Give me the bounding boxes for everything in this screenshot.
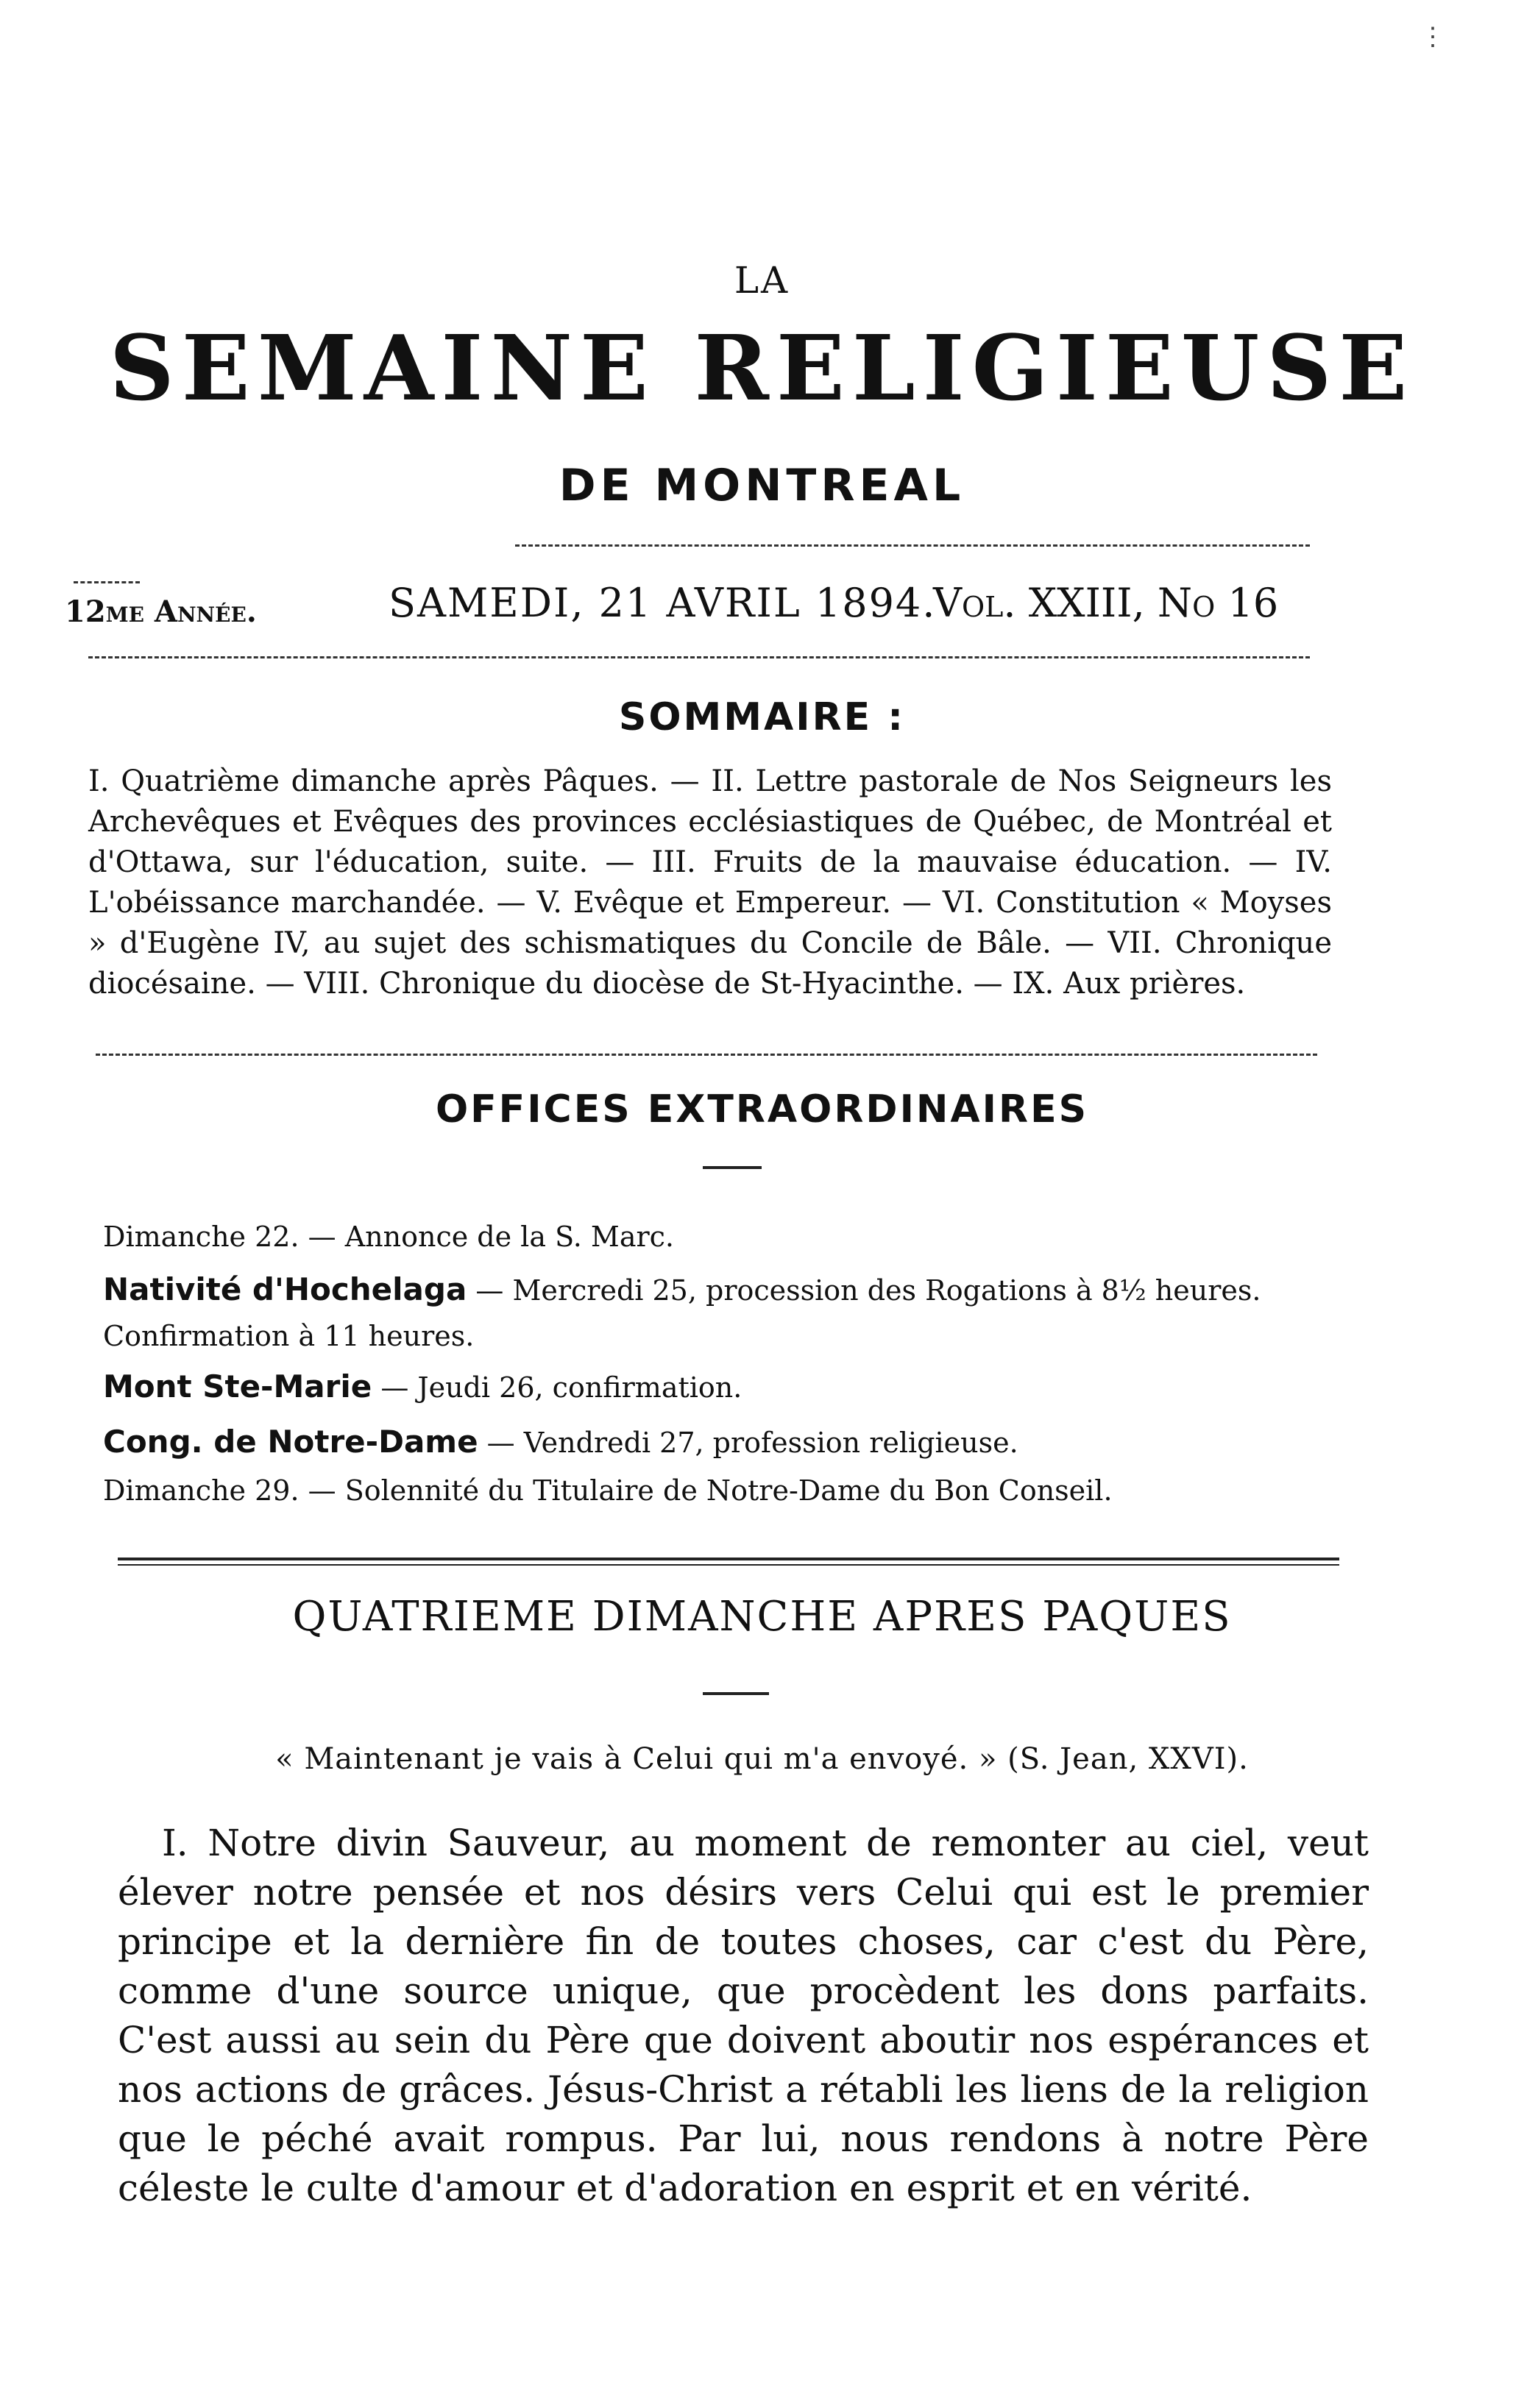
office-place: Nativité d'Hochelaga [103, 1271, 467, 1307]
office-text: Dimanche 22. — Annonce de la S. Marc. [103, 1221, 674, 1253]
masthead-title: SEMAINE RELIGIEUSE [109, 315, 1415, 421]
masthead-top-rule [515, 544, 1310, 547]
section-double-rule-top [118, 1558, 1339, 1560]
office-place: Cong. de Notre-Dame [103, 1424, 478, 1460]
office-place: Mont Ste-Marie [103, 1368, 372, 1404]
article-paragraph: I. Notre divin Sauveur, au moment de remonter au ciel, veut élever notre pensée et nos désirs vers Celui qui est le premier principe et la dernière fin de toutes choses, car c'est du Père, comme d'une source unique, que procèdent les dons parfaits. C'est aussi au sein du Père que doivent aboutir nos espérances et nos actions de grâces. Jésus-Christ a rétabli les liens de la religion que le péché avait rompus. Par lui, nous rendons à notre Père céleste le culte d'amour et d'adoration en esprit et en vérité. [118, 1822, 1369, 2209]
article-epigraph: « Maintenant je vais à Celui qui m'a envoyé. » (S. Jean, XXVI). [275, 1742, 1249, 1776]
issue-date: SAMEDI, 21 AVRIL 1894. [389, 580, 937, 626]
office-text: — Jeudi 26, confirmation. [372, 1371, 742, 1404]
office-item [103, 1424, 1398, 1460]
office-item [103, 1368, 1398, 1404]
sommaire-heading: SOMMAIRE : [618, 695, 906, 739]
article-heading: QUATRIEME DIMANCHE APRES PAQUES [292, 1593, 1232, 1641]
sommaire-text: I. Quatrième dimanche après Pâques. — II. Lettre pastorale de Nos Seigneurs les Archevêques et Evêques des provinces ecclésiastiques de Québec, de Montréal et d'Ottawa, sur l'éducation, suite. — III. Fruits de la mauvaise éducation. — IV. L'obéissance marchandée. — V. Evêque et Empereur. — VI. Constitution « Moyses » d'Eugène IV, au sujet des schismatiques du Concile de Bâle. — VII. Chronique diocésaine. — VIII. Chronique du diocèse de St-Hyacinthe. — IX. Aux prières. [88, 764, 1332, 1001]
office-item [103, 1317, 1398, 1353]
section-double-rule-bottom [118, 1564, 1339, 1566]
office-text: — Mercredi 25, procession des Rogations à 8½ heures. [467, 1274, 1261, 1307]
masthead-top-rule-left [74, 581, 140, 583]
office-item [103, 1218, 1398, 1254]
office-item [103, 1271, 1398, 1307]
office-item [103, 1471, 1398, 1507]
offices-short-rule [703, 1166, 762, 1169]
article-body [118, 1819, 1369, 2213]
issue-year: 12me Année. [65, 594, 257, 629]
masthead-subtitle: DE MONTREAL [559, 460, 965, 511]
article-short-rule [703, 1692, 769, 1695]
offices-heading: OFFICES EXTRAORDINAIRES [435, 1087, 1089, 1132]
margin-mark: ⋮ [1420, 22, 1445, 52]
issue-volume: Vol. XXIII, No 16 [933, 580, 1279, 626]
masthead-article: LA [734, 259, 790, 302]
office-text: — Vendredi 27, profession religieuse. [478, 1427, 1018, 1459]
masthead-bottom-rule [88, 656, 1310, 658]
office-text: Dimanche 29. — Solennité du Titulaire de Notre-Dame du Bon Conseil. [103, 1474, 1113, 1507]
office-text: Confirmation à 11 heures. [103, 1320, 475, 1352]
sommaire-rule [96, 1054, 1317, 1056]
